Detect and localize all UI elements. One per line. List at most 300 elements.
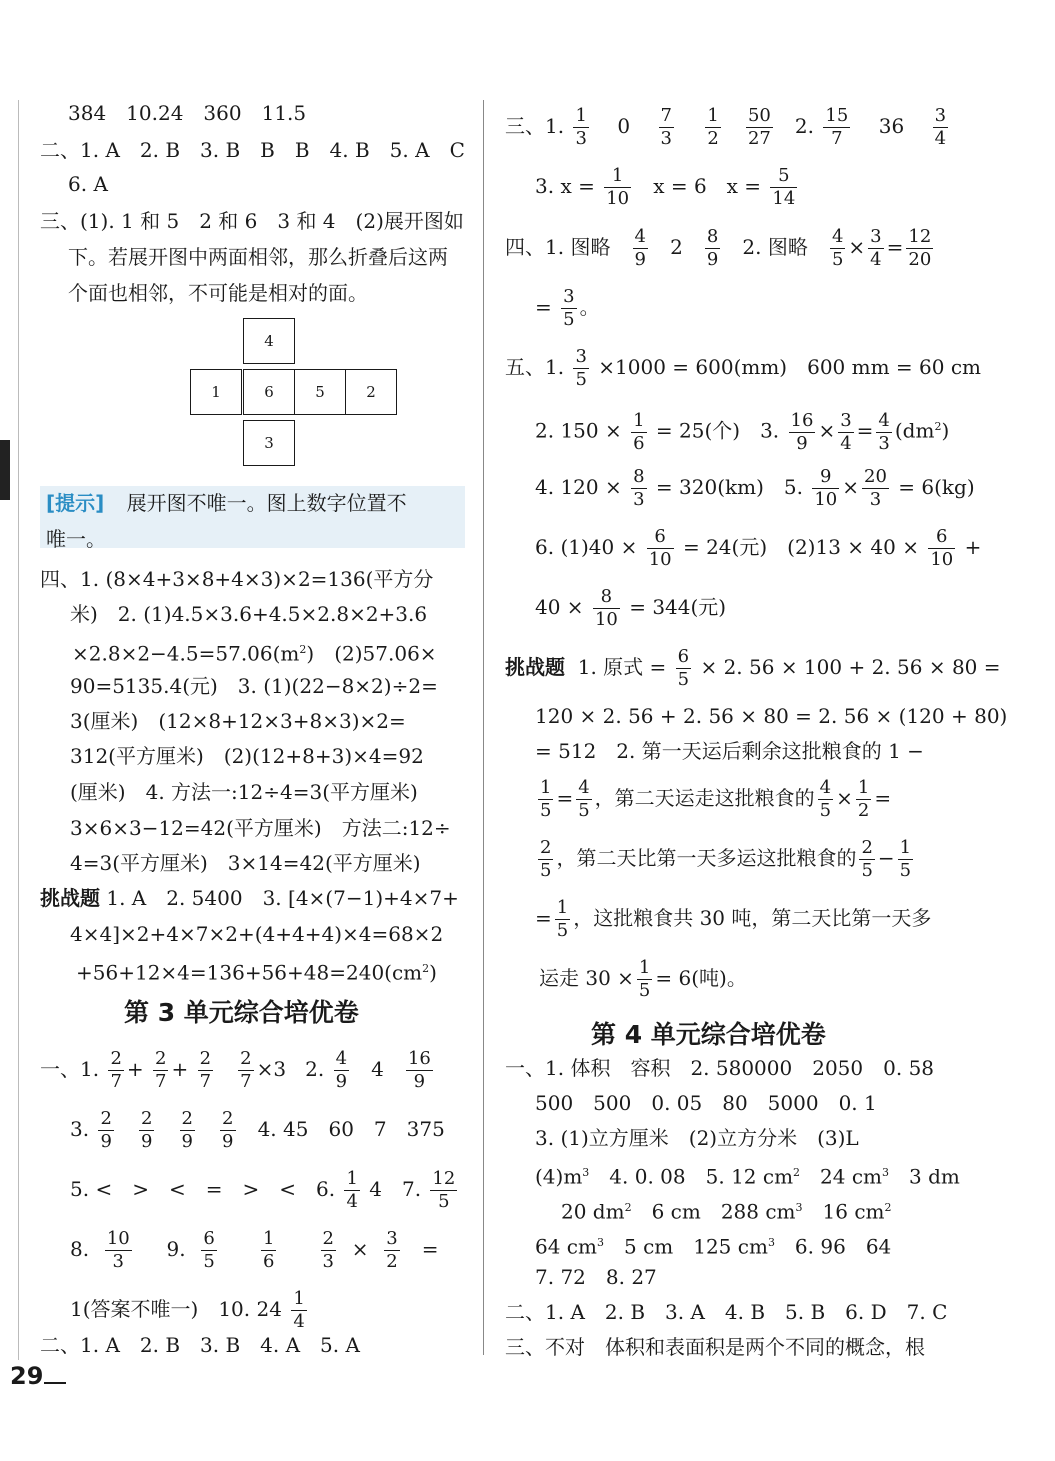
numerator: 1 [857, 777, 870, 798]
answer-line [535, 402, 949, 456]
fraction [818, 777, 833, 822]
fraction [770, 165, 797, 210]
unit4-title: 第 4 单元综合培优卷 [591, 1020, 826, 1049]
superscript: 2 [934, 420, 942, 433]
challenge-label: 挑战题 [505, 655, 565, 679]
text: 1. A 2. 5400 3. [4×(7−1)+4×7+ [106, 886, 459, 910]
answer-line: 4×4]×2+4×7×2+(4+4+4)×4=68×2 [70, 922, 444, 946]
numerator: 50 [747, 105, 771, 126]
fraction [859, 837, 874, 882]
text: = [421, 1237, 439, 1261]
numerator: 4 [578, 777, 590, 798]
text: 4. 120 × [535, 475, 622, 499]
numerator: 2 [540, 837, 552, 858]
answer-line: 384 10.24 360 11.5 [68, 101, 307, 125]
numerator: 1 [633, 409, 645, 431]
answer-line [70, 1104, 445, 1154]
numerator: 1 [556, 897, 569, 918]
fraction [604, 165, 631, 210]
text: = [886, 235, 904, 259]
text: 9. [166, 1237, 186, 1261]
text: 5. < > < = > < 6. [70, 1177, 336, 1201]
text: 3. x = [535, 174, 595, 198]
text: ，第二天运走这批粮食的 [594, 786, 815, 810]
denominator: 5 [540, 800, 552, 821]
text: = [874, 786, 892, 810]
denominator: 3 [633, 489, 645, 510]
answer-line [505, 342, 981, 392]
denominator: 5 [575, 369, 587, 390]
challenge-line [505, 642, 1001, 692]
fraction [220, 1108, 235, 1153]
numerator: 1 [899, 837, 912, 858]
numerator: 4 [878, 409, 890, 431]
numerator: 1 [604, 165, 631, 188]
text: ) [429, 960, 437, 985]
fraction [334, 1048, 349, 1093]
denominator: 5 [203, 1251, 215, 1272]
superscript: 3 [582, 1166, 590, 1179]
text: 五、1. [505, 355, 565, 379]
denominator: 2 [707, 128, 719, 149]
denominator: 3 [878, 432, 890, 454]
fraction [344, 1168, 359, 1213]
numerator: 10 [106, 1228, 130, 1249]
challenge-line [40, 885, 459, 911]
text: 2. [794, 114, 815, 138]
text: x = 6 x = [653, 174, 762, 198]
denominator: 5 [438, 1191, 450, 1212]
fraction [406, 1048, 433, 1093]
text: 24 cm [800, 1164, 883, 1189]
denominator: 9 [100, 1131, 112, 1152]
numerator: 2 [199, 1048, 212, 1069]
denominator: 9 [634, 249, 646, 270]
denominator: 4 [346, 1191, 358, 1212]
answer-line: 120 × 2. 56 + 2. 56 × 80 = 2. 56 × (120 + 80) [535, 704, 1008, 728]
fraction [201, 1228, 216, 1273]
text: = [856, 418, 874, 443]
fraction [705, 226, 720, 271]
text: ) [941, 418, 950, 443]
text: 4. 0. 08 5. 12 cm [589, 1164, 794, 1189]
denominator: 9 [413, 1071, 426, 1092]
numerator: 4 [819, 777, 832, 798]
answer-line: 个面也相邻，不可能是相对的面。 [68, 281, 368, 305]
numerator: 7 [660, 105, 672, 126]
answer-line [539, 953, 747, 1003]
answer-line [76, 956, 437, 986]
superscript: 2 [624, 1201, 632, 1214]
text: 36 [878, 114, 905, 138]
superscript: 3 [882, 1166, 890, 1179]
fraction [291, 1288, 306, 1333]
denominator: 7 [240, 1071, 252, 1092]
unit3-title: 第 3 单元综合培优卷 [124, 998, 359, 1027]
denominator: 2 [386, 1251, 398, 1272]
text: 4 7. [369, 1177, 422, 1201]
denominator: 7 [831, 128, 843, 149]
hint-line [46, 490, 407, 516]
fraction [631, 410, 646, 455]
superscript: 2 [299, 643, 307, 656]
text: − [877, 846, 895, 870]
text: 3. [70, 1117, 90, 1141]
answer-line [535, 462, 975, 512]
numerator: 2 [322, 1228, 334, 1249]
fraction [876, 410, 891, 455]
net-face-center: 6 [243, 369, 295, 415]
denominator: 5 [819, 800, 832, 821]
denominator: 9 [222, 1131, 234, 1152]
denominator: 5 [578, 800, 590, 821]
numerator: 2 [100, 1108, 112, 1129]
fraction [906, 226, 933, 271]
text: 四、1. 图略 [505, 235, 611, 259]
text: = [535, 295, 552, 319]
fraction [384, 1228, 399, 1273]
denominator: 5 [861, 860, 873, 881]
answer-line: 3(厘米) (12×8+12×3+8×3)×2= [70, 709, 406, 733]
text: = 6(kg) [898, 475, 975, 499]
text: = 320(km) 5. [655, 475, 803, 499]
fraction [98, 1108, 113, 1153]
denominator: 3 [660, 128, 672, 149]
numerator: 3 [563, 286, 575, 307]
numerator: 4 [335, 1048, 348, 1069]
numerator: 8 [593, 586, 620, 609]
numerator: 1 [540, 777, 552, 798]
numerator: 15 [825, 105, 849, 126]
answer-line: 312(平方厘米) (2)(12+8+3)×4=92 [70, 744, 424, 768]
fraction [538, 777, 553, 822]
answer-line [72, 637, 437, 667]
fraction [868, 226, 883, 271]
answer-line [70, 1224, 439, 1274]
fraction [898, 837, 913, 882]
denominator: 10 [930, 549, 954, 570]
text: + [964, 535, 982, 559]
text: 。 [579, 295, 600, 319]
answer-line: 一、1. $\frac{2}{7}$ + $\frac{2}{7}$ + $\frac{2}{7}$ $\frac{2}{7}$ ×3 2. $\frac{4}{9}$ 4 $\frac{16}{9}$ [40, 1048, 431, 1092]
fraction [430, 1168, 457, 1213]
fraction [261, 1228, 276, 1273]
fraction [108, 1048, 123, 1093]
fraction [928, 526, 955, 571]
text: 2. 图略 [742, 235, 808, 259]
fraction [659, 105, 674, 150]
numerator: 1 [293, 1288, 305, 1309]
numerator: 5 [770, 165, 797, 188]
denominator: 10 [606, 188, 630, 209]
net-face-left: 1 [190, 369, 242, 415]
text: × [818, 418, 836, 443]
text: × [842, 475, 859, 499]
answer-line [535, 161, 800, 211]
fraction [633, 226, 648, 271]
denominator: 5 [540, 860, 552, 881]
fraction [593, 586, 620, 631]
numerator: 2 [861, 837, 873, 858]
fraction [705, 105, 720, 150]
fraction [573, 105, 588, 150]
denominator: 9 [796, 432, 808, 454]
answer-line [70, 1284, 310, 1334]
text: 2. 150 × [535, 418, 622, 443]
answer-line: = 512 2. 第一天运后剩余这批粮食的 1 − [535, 739, 924, 763]
numerator: 6 [647, 526, 674, 549]
answer-line: 500 500 0. 05 80 5000 0. 1 [535, 1091, 877, 1115]
fraction [561, 286, 576, 331]
denominator: 4 [840, 432, 852, 454]
text: 6. (1)40 × [535, 535, 638, 559]
text: = 24(元) (2)13 × 40 × [682, 535, 919, 559]
text: × 2. 56 × 100 + 2. 56 × 80 = [700, 655, 1001, 679]
denominator: 7 [199, 1071, 212, 1092]
answer-line [535, 833, 916, 883]
answer-line [505, 222, 936, 272]
fraction [139, 1108, 154, 1153]
numerator: 1 [262, 1228, 275, 1249]
text: ) (2)57.06× [306, 641, 437, 666]
fraction [180, 1108, 195, 1153]
numerator: 3 [386, 1228, 398, 1249]
answer-line: 90=5135.4(元) 3. (1)(22−8×2)÷2= [70, 674, 438, 698]
text: 一、1. [40, 1057, 100, 1081]
superscript: 3 [795, 1201, 803, 1214]
answer-line [561, 1195, 892, 1225]
answer-line: 3. (1)立方厘米 (2)立方分米 (3)L [535, 1126, 859, 1150]
denominator: 5 [563, 309, 575, 330]
numerator: 2 [240, 1048, 252, 1069]
text: 5 cm 125 cm [603, 1234, 768, 1259]
text: 2. [305, 1057, 325, 1081]
denominator: 5 [638, 980, 651, 1001]
text: (dm [894, 418, 935, 443]
answer-line: 6. A [68, 172, 108, 196]
superscript: 2 [884, 1201, 892, 1214]
denominator: 4 [293, 1311, 305, 1332]
hint-line: 唯一。 [46, 527, 106, 551]
answer-line [535, 282, 600, 332]
denominator: 9 [335, 1071, 348, 1092]
text: 6. 96 64 [774, 1234, 892, 1259]
text: 8. [70, 1237, 90, 1261]
challenge-label: 挑战题 [40, 886, 100, 910]
denominator: 9 [181, 1131, 193, 1152]
answer-line: 二、1. A 2. B 3. A 4. B 5. B 6. D 7. C [505, 1300, 948, 1324]
text: = [556, 786, 574, 810]
denominator: 4 [934, 128, 947, 149]
numerator: 9 [812, 466, 839, 489]
denominator: 6 [262, 1251, 275, 1272]
denominator: 4 [870, 249, 882, 270]
fraction [538, 837, 553, 882]
answer-line: 4=3(平方厘米) 3×14=42(平方厘米) [70, 851, 421, 875]
numerator: 1 [346, 1168, 358, 1189]
denominator: 7 [110, 1071, 122, 1092]
numerator: 6 [677, 646, 690, 667]
fraction [153, 1048, 168, 1093]
fraction [238, 1048, 253, 1093]
answer-line [70, 1164, 460, 1214]
net-face-right1: 5 [294, 369, 346, 415]
answer-line [535, 773, 891, 823]
numerator: 1 [638, 957, 651, 978]
text: 运走 30 × [539, 966, 634, 990]
text: 3 dm [889, 1164, 960, 1189]
answer-line: 下。若展开图中两面相邻，那么折叠后这两 [68, 245, 448, 269]
text: (4)m [535, 1164, 583, 1189]
denominator: 9 [706, 249, 719, 270]
numerator: 3 [870, 226, 882, 247]
denominator: 14 [772, 188, 796, 209]
numerator: 1 [707, 105, 719, 126]
text: ，这批粮食共 30 吨，第二天比第一天多 [573, 906, 932, 930]
fraction [933, 105, 948, 150]
numerator: 20 [864, 466, 887, 487]
text: 1(答案不唯一) 10. 24 [70, 1297, 282, 1321]
denominator: 2 [857, 800, 870, 821]
fraction [746, 105, 773, 150]
text: ×3 [256, 1057, 287, 1081]
answer-line: 三、不对 体积和表面积是两个不同的概念，根 [505, 1335, 925, 1359]
numerator: 3 [934, 105, 947, 126]
page-number-dash [44, 1382, 66, 1384]
hint-text: 展开图不唯一。图上数字位置不 [126, 491, 407, 515]
fraction [573, 346, 588, 391]
denominator: 20 [908, 249, 932, 270]
answer-line [535, 582, 726, 632]
text: = 25(个) 3. [655, 418, 780, 443]
denominator: 10 [814, 489, 838, 510]
text: +56+12×4=136+56+48=240(cm [76, 960, 423, 985]
numerator: 2 [181, 1108, 193, 1129]
denominator: 27 [747, 128, 771, 149]
fraction [823, 105, 850, 150]
text: 三、1. [505, 114, 565, 138]
answer-line [535, 522, 981, 572]
fraction [631, 466, 646, 511]
binding-mark [0, 440, 10, 500]
numerator: 12 [432, 1168, 456, 1189]
fraction [862, 466, 889, 511]
answer-line: 一、1. 体积 容积 2. 580000 2050 0. 58 [505, 1056, 935, 1080]
fraction [838, 410, 853, 455]
text: ×1000 = 600(mm) 600 mm = 60 cm [598, 355, 982, 379]
denominator: 3 [112, 1251, 124, 1272]
numerator: 2 [110, 1048, 122, 1069]
numerator: 12 [908, 226, 932, 247]
superscript: 3 [767, 1236, 775, 1249]
answer-line: 3×6×3−12=42(平方厘米) 方法二:12÷ [70, 816, 451, 840]
denominator: 6 [633, 432, 645, 454]
numerator: 4 [831, 226, 844, 247]
text: × [836, 786, 853, 810]
numerator: 6 [928, 526, 955, 549]
denominator: 5 [831, 249, 844, 270]
fraction [830, 226, 845, 271]
text: ，第二天比第一天多运这批粮食的 [556, 846, 857, 870]
fraction [321, 1228, 336, 1273]
fraction [555, 897, 570, 942]
text: 1. 原式 = [577, 655, 667, 679]
superscript: 3 [596, 1236, 604, 1249]
text: 0 [617, 114, 631, 138]
numerator: 1 [575, 105, 587, 126]
left-margin-line [18, 100, 19, 1360]
net-face-right2: 2 [345, 369, 397, 415]
answer-line [535, 893, 931, 943]
denominator: 9 [140, 1131, 153, 1152]
numerator: 2 [222, 1108, 234, 1129]
answer-line: 7. 72 8. 27 [535, 1265, 657, 1289]
denominator: 7 [155, 1071, 167, 1092]
text: 40 × [535, 595, 584, 619]
fraction [676, 646, 691, 691]
text: 4 [371, 1057, 384, 1081]
numerator: 6 [203, 1228, 215, 1249]
denominator: 3 [575, 128, 587, 149]
answer-line: 二、1. A 2. B 3. B B B 4. B 5. A C [40, 138, 465, 162]
denominator: 5 [899, 860, 912, 881]
text: = 344(元) [629, 595, 727, 619]
text: × [351, 1237, 369, 1261]
text: = [535, 906, 552, 930]
denominator: 10 [648, 549, 672, 570]
numerator: 16 [790, 409, 814, 431]
numerator: 2 [155, 1048, 167, 1069]
text: 64 cm [535, 1234, 597, 1259]
denominator: 3 [322, 1251, 334, 1272]
text: ×2.8×2−4.5=57.06(m [72, 641, 300, 666]
numerator: 2 [140, 1108, 153, 1129]
answer-line [505, 101, 951, 151]
numerator: 3 [840, 409, 852, 431]
answer-line: 二、1. A 2. B 3. B 4. A 5. A [40, 1333, 360, 1357]
answer-line: 四、1. (8×4+3×8+4×3)×2=136(平方分 [40, 567, 434, 591]
superscript: 2 [793, 1166, 801, 1179]
fraction [105, 1228, 132, 1273]
text: 16 cm [802, 1199, 885, 1224]
text: 20 dm [561, 1199, 625, 1224]
page-number: 29 [10, 1362, 44, 1390]
text: 2 [670, 235, 683, 259]
text: 4. 45 60 7 375 [257, 1117, 445, 1141]
numerator: 4 [634, 226, 646, 247]
numerator: 8 [706, 226, 719, 247]
fraction [637, 957, 652, 1002]
fraction [576, 777, 591, 822]
net-face-bottom: 3 [243, 420, 295, 466]
text: 6 cm 288 cm [631, 1199, 796, 1224]
answer-line: 三、(1). 1 和 5 2 和 6 3 和 4 (2)展开图如 [40, 209, 464, 233]
superscript: 2 [422, 962, 430, 975]
numerator: 3 [575, 346, 587, 367]
fraction [198, 1048, 213, 1093]
fraction [856, 777, 871, 822]
text: = 6(吨)。 [655, 966, 747, 990]
denominator: 3 [869, 489, 882, 510]
numerator: 16 [407, 1048, 431, 1069]
fraction [789, 410, 816, 455]
column-divider [483, 100, 484, 1355]
answer-line [535, 1160, 960, 1190]
answer-line [535, 1230, 891, 1260]
hint-tag: [提示] [46, 491, 105, 515]
denominator: 5 [677, 669, 690, 690]
numerator: 8 [633, 466, 645, 487]
